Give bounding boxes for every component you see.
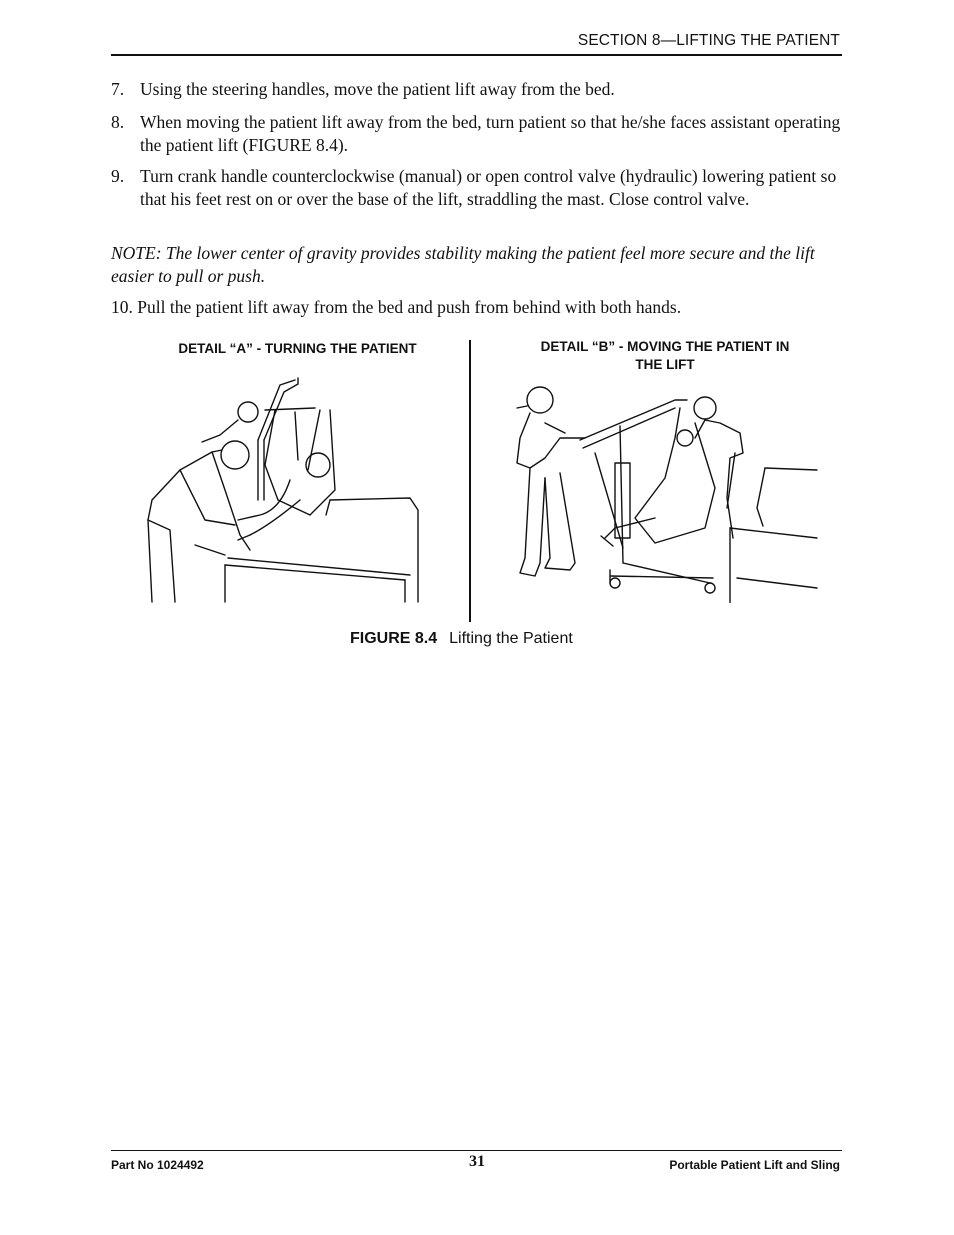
detail-b-illustration <box>505 378 825 603</box>
detail-b-title <box>490 338 840 374</box>
section-title: SECTION 8—LIFTING THE PATIENT <box>577 32 840 49</box>
step-text: Turn crank handle counterclockwise (manual) or open control valve (hydraulic) lowering patient so that his feet rest on or over the base of the lift, straddling the mast. Close control valve. <box>140 166 837 209</box>
detail-a-title: DETAIL “A” - TURNING THE PATIENT <box>178 341 417 356</box>
step-number: 8. <box>111 112 125 132</box>
step-text: Using the steering handles, move the patient lift away from the bed. <box>140 79 615 99</box>
figure-label: FIGURE 8.4 <box>350 630 438 647</box>
detail-a-illustration <box>140 370 430 605</box>
step-number: 9. <box>111 166 125 186</box>
figure-divider <box>469 340 471 622</box>
product-name: Portable Patient Lift and Sling <box>669 1158 840 1172</box>
page-number: 31 <box>469 1153 485 1170</box>
detail-b-title-line1: DETAIL “B” - MOVING THE PATIENT IN <box>540 339 790 354</box>
note-text: NOTE: The lower center of gravity provides stability making the patient feel more secure and the lift easier to pull or push. <box>111 243 815 286</box>
step-8 <box>111 111 842 157</box>
step-9 <box>111 165 842 211</box>
page-header <box>111 30 842 56</box>
step-text: When moving the patient lift away from the bed, turn patient so that he/she faces assistant operating the patient lift (FIGURE 8.4). <box>140 112 841 155</box>
figure-caption <box>350 630 573 648</box>
step-text: Pull the patient lift away from the bed and push from behind with both hands. <box>137 297 682 317</box>
step-number: 7. <box>111 79 125 99</box>
step-10 <box>111 296 842 319</box>
footer-rule <box>111 1150 842 1151</box>
part-number: Part No 1024492 <box>111 1158 204 1172</box>
step-7 <box>111 78 842 101</box>
figure-caption-text: Lifting the Patient <box>449 630 573 647</box>
detail-b-title-line2: THE LIFT <box>635 357 695 372</box>
step-number: 10. <box>111 297 133 317</box>
